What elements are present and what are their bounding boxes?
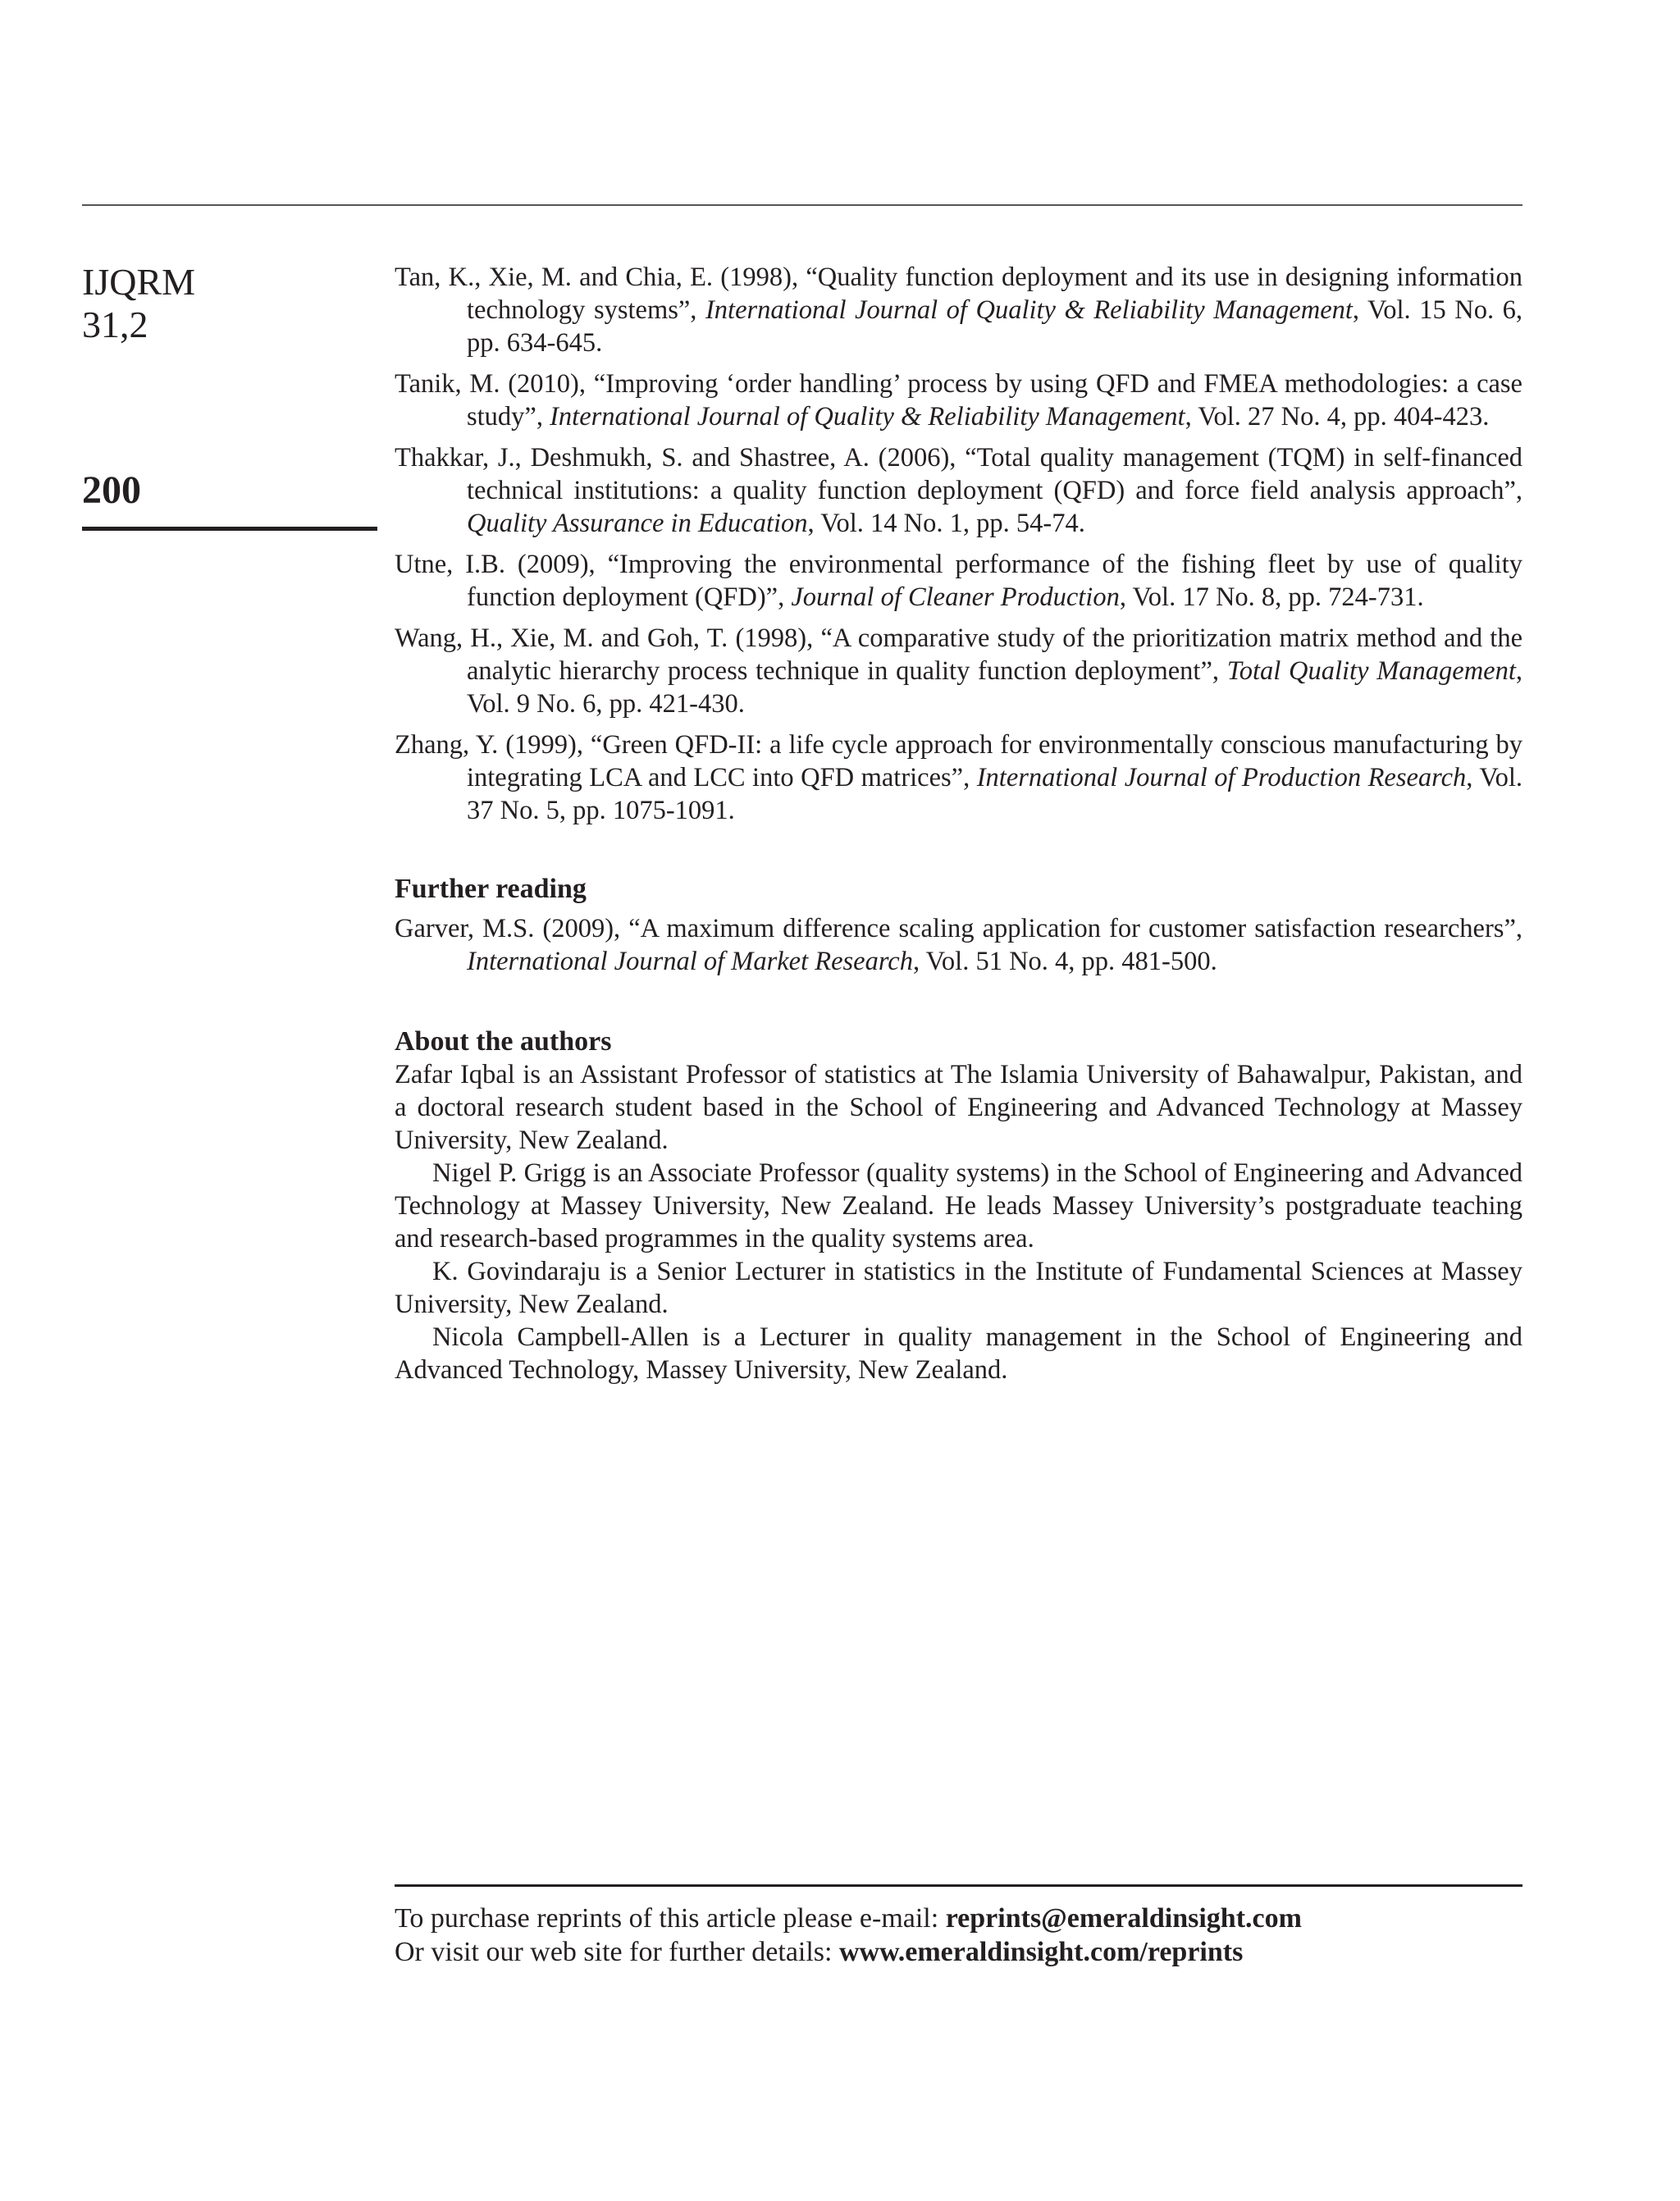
reference-item: Wang, H., Xie, M. and Goh, T. (1998), “A comparative study of the prioritization matrix method and the analytic hierarchy process technique in quality function deployment”, Total Quality Management, Vol. 9 No. 6, pp. 421-430. — [395, 623, 1522, 719]
footer-rule — [395, 1884, 1522, 1887]
reprints-footer — [395, 1902, 1302, 1969]
reprints-email[interactable]: reprints@emeraldinsight.com — [945, 1903, 1302, 1934]
journal-title: Quality Assurance in Education — [467, 509, 808, 538]
journal-code — [82, 261, 195, 346]
reference-item: Garver, M.S. (2009), “A maximum difference scaling application for customer satisfaction researchers”, International Journal of Market Research, Vol. 51 No. 4, pp. 481-500. — [395, 914, 1522, 976]
reference-item: Tan, K., Xie, M. and Chia, E. (1998), “Quality function deployment and its use in designing information technology systems”, International Journal of Quality & Reliability Management, Vol. 15 No. 6, pp. 634-645. — [395, 263, 1522, 358]
journal-title: International Journal of Quality & Reliability Management — [705, 295, 1353, 325]
further-reading-heading: Further reading — [395, 874, 587, 904]
main-content — [395, 261, 1522, 1386]
journal-title: International Journal of Market Research — [467, 947, 913, 976]
reference-list — [395, 261, 1522, 827]
reprints-website-line: Or visit our web site for further details: www.emeraldinsight.com/reprints — [395, 1937, 1244, 1967]
journal-title: Total Quality Management — [1226, 656, 1516, 686]
reference-item: Thakkar, J., Deshmukh, S. and Shastree, A. (2006), “Total quality management (TQM) in self-financed technical institutions: a quality function deployment (QFD) and force field analysis approach”, Quality Assurance in Education, Vol. 14 No. 1, pp. 54-74. — [395, 443, 1522, 538]
further-reading-list — [395, 912, 1522, 978]
reference-item: Utne, I.B. (2009), “Improving the environmental performance of the fishing fleet by use of quality function deployment (QFD)”, Journal of Cleaner Production, Vol. 17 No. 8, pp. 724-731. — [395, 550, 1522, 612]
journal-title: Journal of Cleaner Production — [791, 582, 1120, 612]
author-bio: Nicola Campbell-Allen is a Lecturer in quality management in the School of Engineering and Advanced Technology, Massey University, New Zealand. — [395, 1322, 1522, 1385]
author-bio: Zafar Iqbal is an Assistant Professor of statistics at The Islamia University of Bahawalpur, Pakistan, and a doctoral research student based in the School of Engineering and Advanced Technology at Massey University, New Zealand. — [395, 1060, 1522, 1155]
reprints-email-line: To purchase reprints of this article please e-mail: reprints@emeraldinsight.com — [395, 1903, 1302, 1934]
reference-item: Tanik, M. (2010), “Improving ‘order handling’ process by using QFD and FMEA methodologies: a case study”, International Journal of Quality & Reliability Management, Vol. 27 No. 4, pp. 404-423. — [395, 369, 1522, 432]
journal-title: International Journal of Production Research — [976, 763, 1467, 792]
top-rule — [82, 204, 1522, 206]
reference-item: Zhang, Y. (1999), “Green QFD-II: a life cycle approach for environmentally conscious manufacturing by integrating LCA and LCC into QFD matrices”, International Journal of Production Research, Vol. 37 No. 5, pp. 1075-1091. — [395, 730, 1523, 825]
author-bio: K. Govindaraju is a Senior Lecturer in statistics in the Institute of Fundamental Sciences at Massey University, New Zealand. — [395, 1257, 1522, 1319]
page-number-rule — [82, 527, 377, 531]
reprints-website-link[interactable]: www.emeraldinsight.com/reprints — [838, 1937, 1244, 1967]
volume-issue: 31,2 — [82, 304, 148, 345]
about-authors-heading: About the authors — [395, 1026, 612, 1057]
journal-title: International Journal of Quality & Reliability Management — [550, 402, 1185, 432]
author-bio: Nigel P. Grigg is an Associate Professor (quality systems) in the School of Engineering and Advanced Technology at Massey University, New Zealand. He leads Massey University’s postgraduate teaching and research-based programmes in the quality systems area. — [395, 1158, 1522, 1253]
about-authors-body — [395, 1058, 1522, 1386]
page-number: 200 — [82, 468, 141, 512]
journal-abbreviation: IJQRM — [82, 261, 196, 303]
